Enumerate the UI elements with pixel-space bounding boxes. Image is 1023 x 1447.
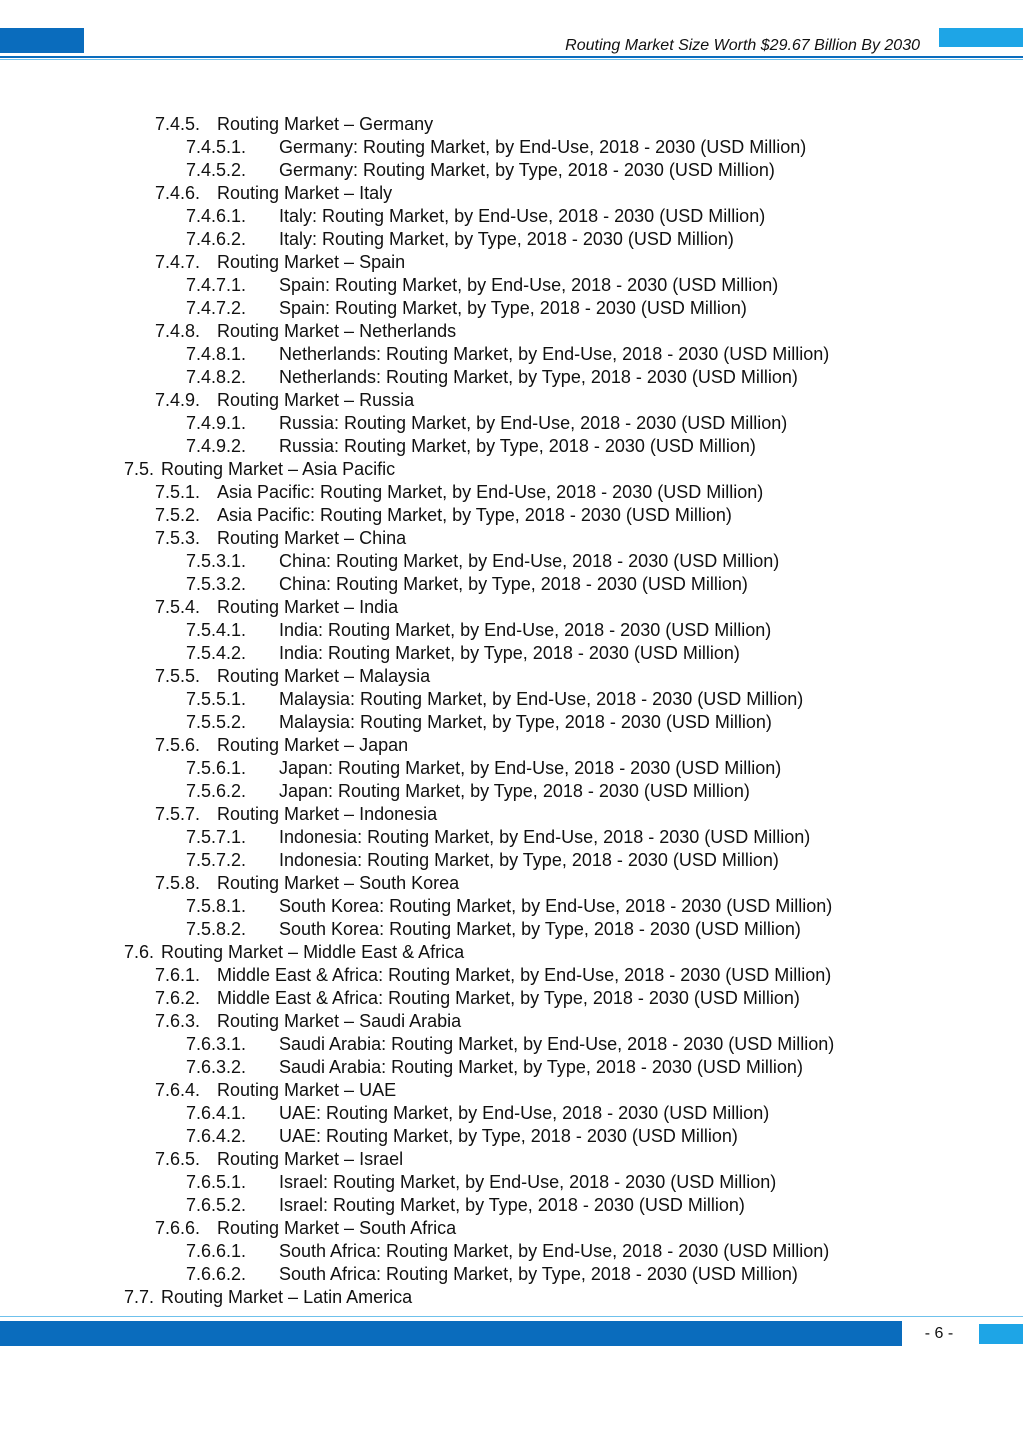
toc-entry-number: 7.6.3. (155, 1011, 201, 1031)
toc-entry-number: 7.5.3.2. (186, 574, 247, 594)
toc-entry-number: 7.5.4.1. (186, 620, 247, 640)
toc-entry-number: 7.5.7.2. (186, 850, 247, 870)
toc-entry (0, 297, 1023, 320)
toc-entry-title: India: Routing Market, by Type, 2018 - 2030 (USD Million) (279, 643, 740, 663)
toc-entry-title: Routing Market – UAE (217, 1080, 397, 1100)
toc-entry (0, 895, 1023, 918)
toc-entry-title: UAE: Routing Market, by End-Use, 2018 - 2030 (USD Million) (279, 1103, 770, 1123)
toc-entry-title: Indonesia: Routing Market, by Type, 2018 - 2030 (USD Million) (279, 850, 779, 870)
toc-entry (0, 872, 1023, 895)
toc-entry-title: Israel: Routing Market, by Type, 2018 - 2030 (USD Million) (279, 1195, 745, 1215)
toc-entry (0, 596, 1023, 619)
header-accent-right (939, 28, 1023, 47)
header-divider (0, 56, 1023, 58)
toc-entry-title: Routing Market – Latin America (161, 1287, 413, 1307)
toc-entry (0, 642, 1023, 665)
toc-entry (0, 619, 1023, 642)
toc-entry-title: UAE: Routing Market, by Type, 2018 - 2030 (USD Million) (279, 1126, 738, 1146)
header-divider-light (0, 59, 1023, 60)
toc-entry-title: Spain: Routing Market, by Type, 2018 - 2030 (USD Million) (279, 298, 747, 318)
header-accent-left (0, 28, 84, 53)
toc-entry (0, 1171, 1023, 1194)
toc-entry-title: Routing Market – Israel (217, 1149, 404, 1169)
toc-entry-number: 7.4.5.1. (186, 137, 247, 157)
toc-entry (0, 941, 1023, 964)
toc-entry (0, 113, 1023, 136)
toc-entry-number: 7.5.8.2. (186, 919, 247, 939)
toc-entry-number: 7.6.6.2. (186, 1264, 247, 1284)
toc-entry (0, 757, 1023, 780)
toc-entry (0, 1010, 1023, 1033)
toc-entry (0, 1263, 1023, 1286)
toc-entry-title: Indonesia: Routing Market, by End-Use, 2018 - 2030 (USD Million) (279, 827, 811, 847)
toc-entry-title: Routing Market – Asia Pacific (161, 459, 396, 479)
toc-entry-title: Routing Market – Malaysia (217, 666, 431, 686)
toc-entry-title: Middle East & Africa: Routing Market, by Type, 2018 - 2030 (USD Million) (217, 988, 800, 1008)
toc-entry-title: Routing Market – Indonesia (217, 804, 438, 824)
toc-entry-title: Asia Pacific: Routing Market, by End-Use, 2018 - 2030 (USD Million) (217, 482, 764, 502)
toc-entry (0, 1240, 1023, 1263)
toc-entry-number: 7.4.8.2. (186, 367, 247, 387)
toc-entry-title: China: Routing Market, by Type, 2018 - 2030 (USD Million) (279, 574, 748, 594)
toc-entry-title: Saudi Arabia: Routing Market, by Type, 2018 - 2030 (USD Million) (279, 1057, 803, 1077)
toc-entry (0, 1056, 1023, 1079)
toc-entry-number: 7.4.5. (155, 114, 201, 134)
toc-entry (0, 205, 1023, 228)
toc-entry (0, 1217, 1023, 1240)
toc-entry (0, 504, 1023, 527)
toc-entry (0, 803, 1023, 826)
toc-entry-number: 7.4.8.1. (186, 344, 247, 364)
toc-entry (0, 1033, 1023, 1056)
toc-entry (0, 1125, 1023, 1148)
toc-entry (0, 711, 1023, 734)
toc-entry-title: Malaysia: Routing Market, by Type, 2018 - 2030 (USD Million) (279, 712, 772, 732)
toc-entry-number: 7.4.7. (155, 252, 201, 272)
toc-entry (0, 550, 1023, 573)
toc-entry-number: 7.7. (124, 1287, 155, 1307)
toc-entry (0, 573, 1023, 596)
toc-entry (0, 918, 1023, 941)
toc-entry-title: Routing Market – Japan (217, 735, 409, 755)
toc-entry-title: Routing Market – Saudi Arabia (217, 1011, 462, 1031)
toc-entry-number: 7.6.3.1. (186, 1034, 247, 1054)
toc-entry (0, 159, 1023, 182)
toc-entry-number: 7.5.6.1. (186, 758, 247, 778)
toc-entry-title: South Africa: Routing Market, by End-Use, 2018 - 2030 (USD Million) (279, 1241, 830, 1261)
toc-entry (0, 136, 1023, 159)
toc-entry (0, 1102, 1023, 1125)
toc-entry-title: South Korea: Routing Market, by End-Use, 2018 - 2030 (USD Million) (279, 896, 833, 916)
toc-entry (0, 780, 1023, 803)
toc-entry-title: Saudi Arabia: Routing Market, by End-Use, 2018 - 2030 (USD Million) (279, 1034, 835, 1054)
footer-accent-right (979, 1324, 1023, 1344)
toc-entry-number: 7.5.3.1. (186, 551, 247, 571)
toc-entry-number: 7.5.8. (155, 873, 201, 893)
toc-entry-number: 7.6.2. (155, 988, 201, 1008)
toc-entry-number: 7.6.5.1. (186, 1172, 247, 1192)
toc-entry (0, 1079, 1023, 1102)
toc-entry-number: 7.5.4. (155, 597, 201, 617)
toc-entry-title: Italy: Routing Market, by Type, 2018 - 2030 (USD Million) (279, 229, 734, 249)
toc-entry-number: 7.6.4.2. (186, 1126, 247, 1146)
toc-entry (0, 688, 1023, 711)
toc-entry-title: Routing Market – Netherlands (217, 321, 457, 341)
toc-entry-title: Routing Market – China (217, 528, 407, 548)
toc-entry (0, 1148, 1023, 1171)
toc-entry-number: 7.5. (124, 459, 155, 479)
toc-entry (0, 435, 1023, 458)
toc-entry-number: 7.6. (124, 942, 155, 962)
toc-entry-title: Routing Market – Russia (217, 390, 415, 410)
toc-entry-title: Routing Market – South Africa (217, 1218, 457, 1238)
toc-entry-number: 7.5.6.2. (186, 781, 247, 801)
toc-entry-number: 7.5.7. (155, 804, 201, 824)
toc-entry (0, 228, 1023, 251)
toc-entry-title: Middle East & Africa: Routing Market, by End-Use, 2018 - 2030 (USD Million) (217, 965, 832, 985)
toc-entry (0, 389, 1023, 412)
toc-entry-number: 7.6.5. (155, 1149, 201, 1169)
toc-entry-title: China: Routing Market, by End-Use, 2018 - 2030 (USD Million) (279, 551, 780, 571)
toc-entry-title: Israel: Routing Market, by End-Use, 2018 - 2030 (USD Million) (279, 1172, 777, 1192)
toc-entry-number: 7.6.4.1. (186, 1103, 247, 1123)
toc-entry (0, 366, 1023, 389)
toc-entry-title: Routing Market – Spain (217, 252, 406, 272)
toc-entry (0, 343, 1023, 366)
toc-entry-title: Routing Market – Germany (217, 114, 434, 134)
toc-entry-title: Japan: Routing Market, by Type, 2018 - 2030 (USD Million) (279, 781, 750, 801)
toc-entry (0, 458, 1023, 481)
toc-entry-number: 7.5.1. (155, 482, 201, 502)
toc-entry-title: Germany: Routing Market, by Type, 2018 - 2030 (USD Million) (279, 160, 775, 180)
toc-entry-number: 7.6.6. (155, 1218, 201, 1238)
toc-entry-number: 7.6.6.1. (186, 1241, 247, 1261)
toc-entry-title: South Korea: Routing Market, by Type, 2018 - 2030 (USD Million) (279, 919, 801, 939)
toc-entry-title: South Africa: Routing Market, by Type, 2018 - 2030 (USD Million) (279, 1264, 798, 1284)
toc-entry-title: Routing Market – Italy (217, 183, 393, 203)
toc-entry-number: 7.5.5.1. (186, 689, 247, 709)
toc-entry-title: Routing Market – South Korea (217, 873, 460, 893)
toc-entry-number: 7.4.9.1. (186, 413, 247, 433)
toc-entry-title: Routing Market – Middle East & Africa (161, 942, 465, 962)
toc-entry-title: Russia: Routing Market, by End-Use, 2018 - 2030 (USD Million) (279, 413, 788, 433)
toc-entry-number: 7.4.8. (155, 321, 201, 341)
toc-entry (0, 987, 1023, 1010)
toc-entry-number: 7.4.5.2. (186, 160, 247, 180)
toc-entry-number: 7.4.7.2. (186, 298, 247, 318)
toc-entry-number: 7.5.4.2. (186, 643, 247, 663)
toc-entry-title: Russia: Routing Market, by Type, 2018 - 2030 (USD Million) (279, 436, 756, 456)
toc-entry (0, 481, 1023, 504)
footer-bar (0, 1321, 902, 1346)
toc-entry (0, 826, 1023, 849)
toc-entry-number: 7.6.1. (155, 965, 201, 985)
toc-entry-number: 7.4.9.2. (186, 436, 247, 456)
toc-entry (0, 1194, 1023, 1217)
toc-entry-title: Japan: Routing Market, by End-Use, 2018 - 2030 (USD Million) (279, 758, 782, 778)
header-title: Routing Market Size Worth $29.67 Billion By 2030 (565, 37, 920, 54)
toc-entry (0, 665, 1023, 688)
toc-entry-number: 7.5.2. (155, 505, 201, 525)
toc-entry (0, 251, 1023, 274)
toc-entry (0, 734, 1023, 757)
toc-entry-number: 7.4.9. (155, 390, 201, 410)
toc-entry-number: 7.5.5. (155, 666, 201, 686)
toc-entry-title: Netherlands: Routing Market, by Type, 2018 - 2030 (USD Million) (279, 367, 798, 387)
toc-entry-number: 7.4.6. (155, 183, 201, 203)
toc-entry-title: Italy: Routing Market, by End-Use, 2018 - 2030 (USD Million) (279, 206, 766, 226)
toc-entry (0, 1286, 1023, 1309)
toc-entry (0, 527, 1023, 550)
toc-entry-title: India: Routing Market, by End-Use, 2018 - 2030 (USD Million) (279, 620, 772, 640)
toc-entry (0, 182, 1023, 205)
toc-entry-number: 7.6.5.2. (186, 1195, 247, 1215)
toc-entry (0, 274, 1023, 297)
toc-entry-number: 7.6.3.2. (186, 1057, 247, 1077)
toc-entry-title: Spain: Routing Market, by End-Use, 2018 - 2030 (USD Million) (279, 275, 779, 295)
toc-entry-number: 7.4.7.1. (186, 275, 247, 295)
toc-entry-number: 7.5.6. (155, 735, 201, 755)
toc-entry-number: 7.5.7.1. (186, 827, 247, 847)
toc-entry (0, 412, 1023, 435)
table-of-contents (0, 113, 1023, 1309)
toc-entry-number: 7.4.6.2. (186, 229, 247, 249)
toc-entry (0, 849, 1023, 872)
toc-entry-number: 7.4.6.1. (186, 206, 247, 226)
toc-entry-title: Netherlands: Routing Market, by End-Use, 2018 - 2030 (USD Million) (279, 344, 830, 364)
toc-entry-title: Asia Pacific: Routing Market, by Type, 2018 - 2030 (USD Million) (217, 505, 732, 525)
footer-divider (0, 1316, 1023, 1317)
toc-entry-title: Routing Market – India (217, 597, 399, 617)
page-number: - 6 - (924, 1325, 954, 1342)
toc-entry (0, 320, 1023, 343)
toc-entry-number: 7.5.3. (155, 528, 201, 548)
toc-entry-number: 7.5.8.1. (186, 896, 247, 916)
toc-entry-number: 7.5.5.2. (186, 712, 247, 732)
toc-entry (0, 964, 1023, 987)
toc-entry-title: Germany: Routing Market, by End-Use, 2018 - 2030 (USD Million) (279, 137, 807, 157)
toc-entry-number: 7.6.4. (155, 1080, 201, 1100)
toc-entry-title: Malaysia: Routing Market, by End-Use, 2018 - 2030 (USD Million) (279, 689, 804, 709)
